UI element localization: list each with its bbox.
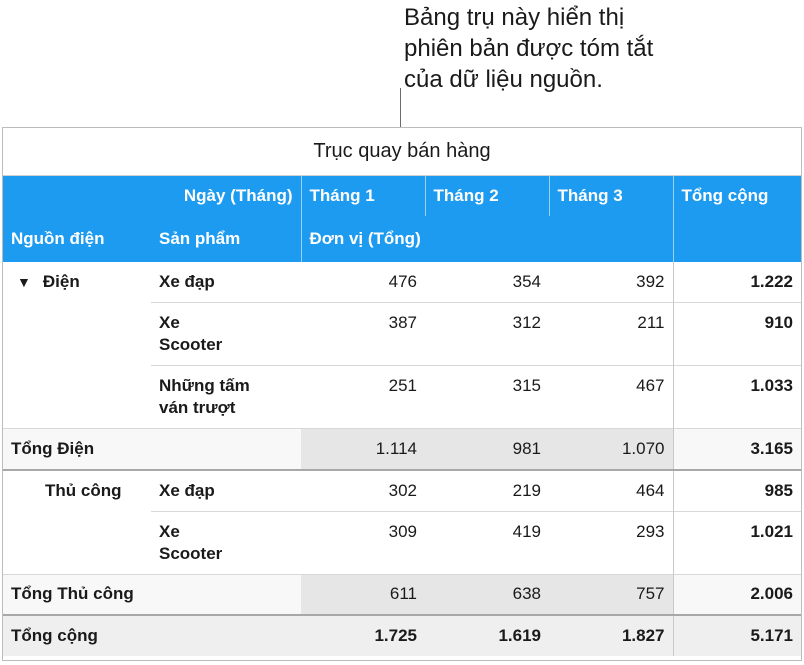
row-total-cell[interactable]: 1.033 [673, 366, 801, 429]
group-header-manual[interactable]: Thủ công [45, 480, 122, 500]
grand-total-cell[interactable]: 5.171 [673, 615, 801, 656]
product-line: ván trượt [159, 398, 236, 417]
subtotal-value-cell[interactable]: 757 [549, 574, 673, 615]
product-line: Scooter [159, 335, 223, 354]
value-cell[interactable]: 293 [549, 511, 673, 574]
value-field-blank [673, 216, 801, 262]
value-cell[interactable]: 312 [425, 303, 549, 366]
group-header-electric[interactable] [3, 262, 151, 429]
value-cell[interactable]: 392 [549, 262, 673, 303]
column-header-month-1[interactable]: Tháng 1 [301, 176, 425, 216]
product-cell[interactable] [151, 262, 301, 303]
product-cell[interactable] [151, 303, 301, 366]
column-header-month-2[interactable]: Tháng 2 [425, 176, 549, 216]
row-total-cell[interactable]: 985 [764, 480, 793, 500]
subtotal-value-cell[interactable]: 1.070 [549, 429, 673, 470]
subtotal-value-cell[interactable]: 611 [301, 574, 425, 615]
product-cell[interactable] [151, 511, 301, 574]
value-cell[interactable]: 309 [301, 511, 425, 574]
value-cell[interactable]: 354 [512, 272, 541, 291]
subtotal-total-cell[interactable]: 3.165 [673, 429, 801, 470]
subtotal-row [3, 574, 801, 615]
grand-total-value-cell[interactable]: 1.619 [425, 615, 549, 656]
value-cell[interactable]: 464 [549, 470, 673, 512]
subtotal-label[interactable]: Tổng Điện [3, 429, 301, 470]
grand-total-value-cell[interactable]: 1.725 [301, 615, 425, 656]
triangle-down-icon[interactable]: ▼ [17, 274, 31, 290]
value-cell[interactable]: 467 [549, 366, 673, 429]
grand-total-row [3, 615, 801, 656]
value-cell[interactable]: 387 [301, 303, 425, 366]
callout-text [404, 2, 804, 95]
grand-total-value-cell[interactable]: 1.827 [549, 615, 673, 656]
product-line: Xe [159, 521, 180, 541]
column-field-label[interactable]: Ngày (Tháng) [151, 176, 301, 216]
row-total-cell[interactable]: 1.021 [673, 511, 801, 574]
subtotal-value-cell[interactable]: 638 [425, 574, 549, 615]
row-field-header-row [3, 216, 801, 262]
row-total-cell[interactable]: 1.222 [750, 272, 793, 291]
subtotal-value-cell[interactable]: 1.114 [301, 429, 425, 470]
callout-line: của dữ liệu nguồn. [404, 66, 603, 93]
value-cell[interactable]: 251 [301, 366, 425, 429]
pivot-title[interactable]: Trục quay bán hàng [3, 128, 801, 176]
subtotal-row [3, 429, 801, 470]
product-line: Xe đạp [159, 480, 215, 500]
column-header-row [3, 176, 801, 216]
callout-line: Bảng trụ này hiển thị [404, 4, 625, 31]
column-header-month-3[interactable]: Tháng 3 [549, 176, 673, 216]
value-cell[interactable]: 476 [388, 272, 417, 291]
column-header-total[interactable]: Tổng cộng [673, 176, 801, 216]
group-name: Điện [42, 272, 80, 291]
row-field-source[interactable]: Nguồn điện [3, 216, 151, 262]
value-cell[interactable]: 315 [425, 366, 549, 429]
product-line: Xe đạp [159, 272, 215, 291]
value-cell[interactable]: 419 [425, 511, 549, 574]
subtotal-label[interactable]: Tổng Thủ công [3, 574, 301, 615]
table-row [3, 262, 801, 303]
value-field-label[interactable]: Đơn vị (Tổng) [301, 216, 673, 262]
pivot-table[interactable] [2, 127, 802, 661]
product-line: Scooter [159, 543, 223, 563]
grand-total-label[interactable]: Tổng cộng [3, 615, 301, 656]
callout-line: phiên bản được tóm tắt [404, 35, 654, 62]
product-cell[interactable] [151, 366, 301, 429]
header-corner [3, 176, 151, 216]
value-cell[interactable]: 302 [388, 480, 417, 500]
subtotal-value-cell[interactable]: 981 [425, 429, 549, 470]
table-row [3, 470, 801, 512]
value-cell[interactable]: 219 [512, 480, 541, 500]
pivot-grid [3, 176, 801, 656]
subtotal-total-cell[interactable]: 2.006 [673, 574, 801, 615]
product-cell[interactable] [151, 470, 301, 512]
value-cell[interactable]: 211 [549, 303, 673, 366]
row-field-product[interactable]: Sản phẩm [151, 216, 301, 262]
callout-leader-line [400, 88, 401, 128]
product-line: Những tấm [159, 376, 250, 395]
product-line: Xe [159, 313, 180, 332]
row-total-cell[interactable]: 910 [673, 303, 801, 366]
